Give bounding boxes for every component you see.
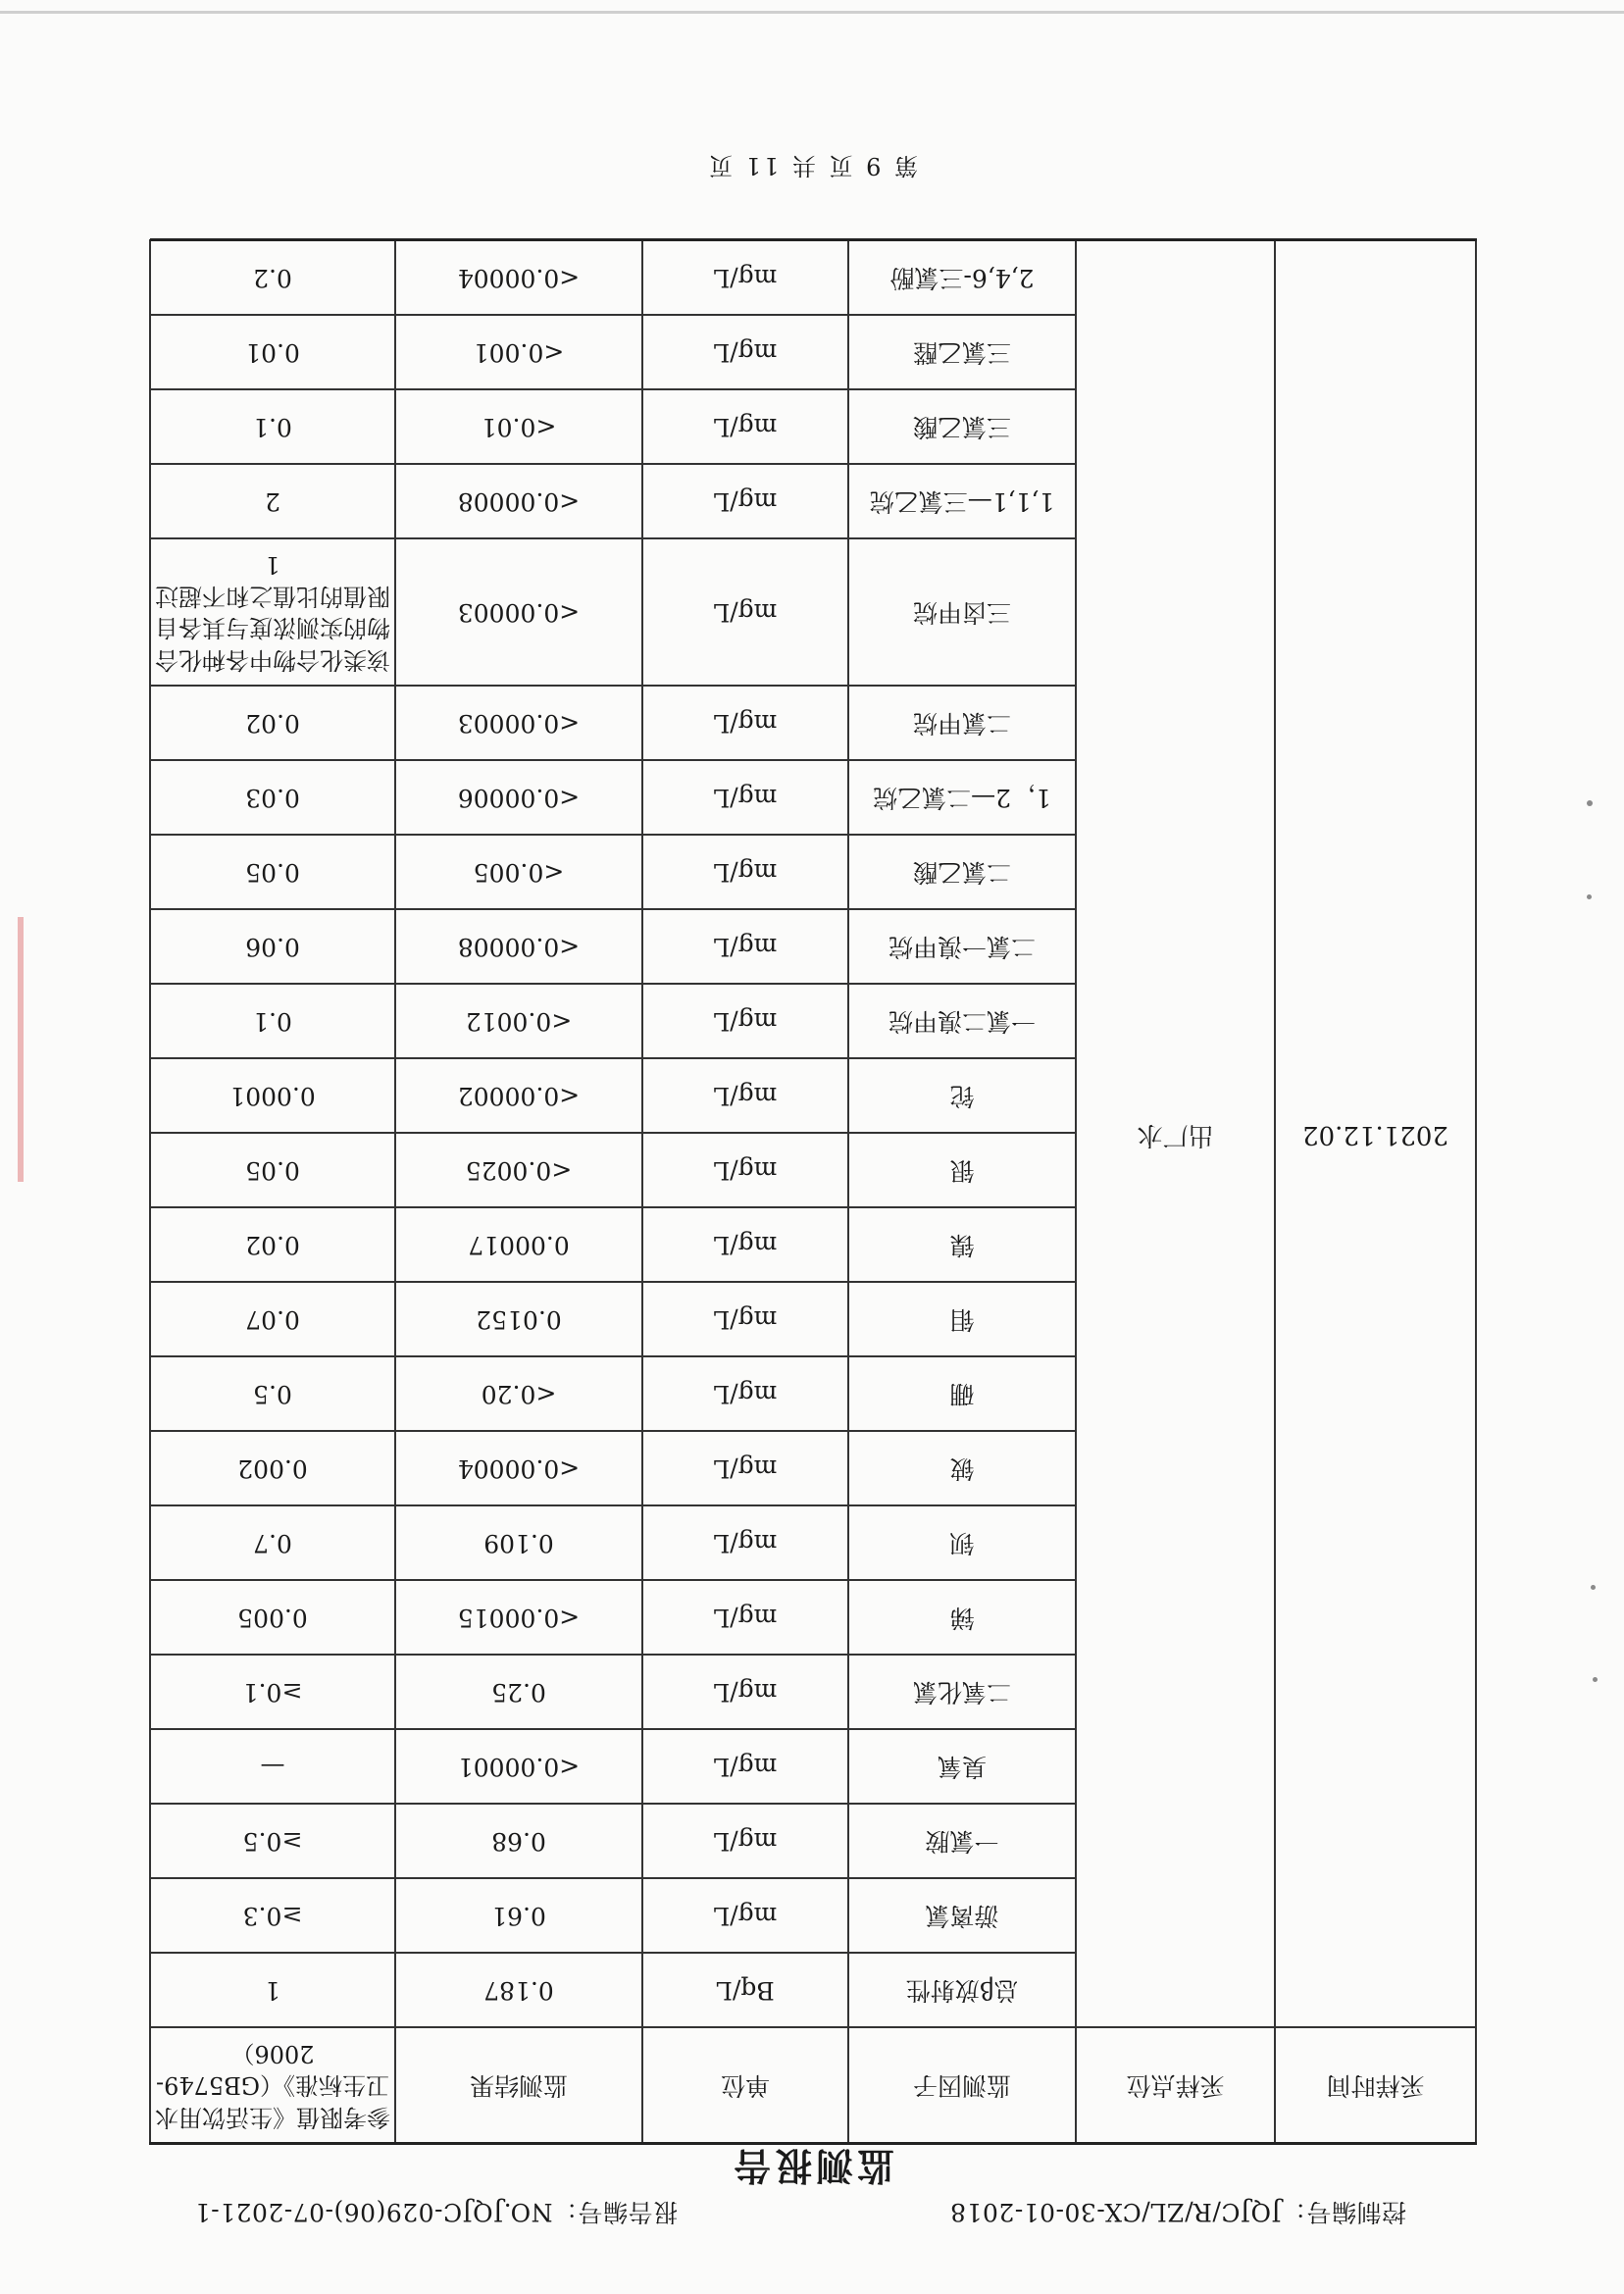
factor-cell: 二氧化氯 bbox=[848, 1655, 1076, 1729]
unit-cell: mg/L bbox=[642, 315, 848, 389]
result-cell: <0.001 bbox=[395, 315, 642, 389]
scan-speck bbox=[1587, 894, 1592, 899]
control-number: 控制编号：JQJC/R/ZL/CX-30-01-2018 bbox=[949, 2198, 1406, 2226]
report-title: 监测报告 bbox=[730, 2144, 895, 2188]
unit-cell: mg/L bbox=[642, 1431, 848, 1505]
limit-cell: 2 bbox=[150, 464, 395, 538]
unit-cell: mg/L bbox=[642, 984, 848, 1058]
factor-cell: 二氯乙酸 bbox=[848, 835, 1076, 909]
factor-cell: 铍 bbox=[848, 1431, 1076, 1505]
result-cell: 0.187 bbox=[395, 1953, 642, 2027]
unit-cell: mg/L bbox=[642, 1729, 848, 1804]
factor-cell: 一氯二溴甲烷 bbox=[848, 984, 1076, 1058]
unit-cell: mg/L bbox=[642, 1058, 848, 1133]
limit-cell: 0.2 bbox=[150, 240, 395, 315]
unit-cell: mg/L bbox=[642, 389, 848, 464]
factor-cell: 三氯乙酸 bbox=[848, 389, 1076, 464]
factor-cell: 铊 bbox=[848, 1058, 1076, 1133]
limit-cell: — bbox=[150, 1729, 395, 1804]
unit-cell: mg/L bbox=[642, 1356, 848, 1431]
result-cell: <0.00003 bbox=[395, 538, 642, 686]
limit-cell: 0.03 bbox=[150, 760, 395, 835]
unit-cell: mg/L bbox=[642, 760, 848, 835]
header-result: 监测结果 bbox=[395, 2027, 642, 2144]
factor-cell: 1，2—二氯乙烷 bbox=[848, 760, 1076, 835]
limit-cell: 1 bbox=[150, 1953, 395, 2027]
limit-cell: 0.1 bbox=[150, 984, 395, 1058]
result-cell: <0.00008 bbox=[395, 464, 642, 538]
limit-cell: 0.05 bbox=[150, 1133, 395, 1207]
factor-cell: 二氯甲烷 bbox=[848, 686, 1076, 760]
limit-cell: ≥0.1 bbox=[150, 1655, 395, 1729]
unit-cell: mg/L bbox=[642, 686, 848, 760]
result-cell: 0.0152 bbox=[395, 1282, 642, 1356]
red-stamp-edge bbox=[18, 917, 24, 1182]
scan-speck bbox=[1587, 800, 1593, 806]
result-cell: <0.00006 bbox=[395, 760, 642, 835]
factor-cell: 硼 bbox=[848, 1356, 1076, 1431]
result-cell: 0.109 bbox=[395, 1505, 642, 1580]
limit-cell: 0.7 bbox=[150, 1505, 395, 1580]
monitoring-table bbox=[149, 239, 1477, 2146]
limit-cell: 0.1 bbox=[150, 389, 395, 464]
report-number: 报告编号：NO.JQJC-029(06)-07-2021-1 bbox=[194, 2198, 678, 2226]
limit-cell: ≥0.3 bbox=[150, 1878, 395, 1953]
factor-cell: 臭氧 bbox=[848, 1729, 1076, 1804]
factor-cell: 钼 bbox=[848, 1282, 1076, 1356]
factor-cell: 三氯乙醛 bbox=[848, 315, 1076, 389]
sample-time-cell: 2021.12.02 bbox=[1275, 240, 1476, 2027]
unit-cell: Bq/L bbox=[642, 1953, 848, 2027]
header-sample-time: 采样时间 bbox=[1275, 2027, 1476, 2144]
unit-cell: mg/L bbox=[642, 1655, 848, 1729]
result-cell: <0.20 bbox=[395, 1356, 642, 1431]
result-cell: <0.0025 bbox=[395, 1133, 642, 1207]
factor-cell: 镍 bbox=[848, 1207, 1076, 1282]
result-cell: <0.01 bbox=[395, 389, 642, 464]
unit-cell: mg/L bbox=[642, 835, 848, 909]
table-row bbox=[150, 1953, 1476, 2027]
factor-cell: 总β放射性 bbox=[848, 1953, 1076, 2027]
sample-site-cell: 出厂水 bbox=[1076, 240, 1275, 2027]
unit-cell: mg/L bbox=[642, 1133, 848, 1207]
header-factor: 监测因子 bbox=[848, 2027, 1076, 2144]
header-limit: 参考限值《生活饮用水卫生标准》（GB5749-2006） bbox=[150, 2027, 395, 2144]
unit-cell: mg/L bbox=[642, 1505, 848, 1580]
factor-cell: 1,1,1—三氯乙烷 bbox=[848, 464, 1076, 538]
unit-cell: mg/L bbox=[642, 1580, 848, 1655]
unit-cell: mg/L bbox=[642, 464, 848, 538]
unit-cell: mg/L bbox=[642, 1207, 848, 1282]
factor-cell: 银 bbox=[848, 1133, 1076, 1207]
limit-cell: 0.05 bbox=[150, 835, 395, 909]
result-cell: <0.00015 bbox=[395, 1580, 642, 1655]
factor-cell: 钡 bbox=[848, 1505, 1076, 1580]
result-cell: 0.25 bbox=[395, 1655, 642, 1729]
limit-cell: 0.06 bbox=[150, 909, 395, 984]
scan-speck bbox=[1593, 1677, 1598, 1682]
result-cell: <0.00002 bbox=[395, 1058, 642, 1133]
limit-cell: 0.0001 bbox=[150, 1058, 395, 1133]
unit-cell: mg/L bbox=[642, 909, 848, 984]
result-cell: <0.005 bbox=[395, 835, 642, 909]
scan-speck bbox=[1591, 1585, 1596, 1590]
result-cell: 0.61 bbox=[395, 1878, 642, 1953]
factor-cell: 一氯胺 bbox=[848, 1804, 1076, 1878]
result-cell: <0.00004 bbox=[395, 240, 642, 315]
unit-cell: mg/L bbox=[642, 240, 848, 315]
result-cell: <0.00004 bbox=[395, 1431, 642, 1505]
limit-cell: 0.02 bbox=[150, 686, 395, 760]
limit-cell: 0.002 bbox=[150, 1431, 395, 1505]
limit-cell: 0.5 bbox=[150, 1356, 395, 1431]
limit-cell: 0.02 bbox=[150, 1207, 395, 1282]
limit-cell: ≥0.5 bbox=[150, 1804, 395, 1878]
result-cell: <0.00001 bbox=[395, 1729, 642, 1804]
unit-cell: mg/L bbox=[642, 538, 848, 686]
limit-cell: 0.005 bbox=[150, 1580, 395, 1655]
header-unit: 单位 bbox=[642, 2027, 848, 2144]
unit-cell: mg/L bbox=[642, 1878, 848, 1953]
result-cell: 0.00017 bbox=[395, 1207, 642, 1282]
header-sample-site: 采样点位 bbox=[1076, 2027, 1275, 2144]
result-cell: <0.00008 bbox=[395, 909, 642, 984]
limit-cell: 0.07 bbox=[150, 1282, 395, 1356]
factor-cell: 二氯一溴甲烷 bbox=[848, 909, 1076, 984]
result-cell: <0.00003 bbox=[395, 686, 642, 760]
result-cell: 0.68 bbox=[395, 1804, 642, 1878]
unit-cell: mg/L bbox=[642, 1282, 848, 1356]
factor-cell: 三卤甲烷 bbox=[848, 538, 1076, 686]
limit-cell: 0.01 bbox=[150, 315, 395, 389]
page-footer: 第 9 页 共 11 页 bbox=[706, 152, 918, 179]
table-header-row bbox=[150, 2027, 1476, 2144]
unit-cell: mg/L bbox=[642, 1804, 848, 1878]
factor-cell: 2,4,6-三氯酚 bbox=[848, 240, 1076, 315]
limit-cell: 该类化合物中各种化合物的实测浓度与其各自限值的比值之和不超过1 bbox=[150, 538, 395, 686]
factor-cell: 锑 bbox=[848, 1580, 1076, 1655]
scan-edge-line bbox=[0, 11, 1624, 14]
result-cell: <0.0012 bbox=[395, 984, 642, 1058]
factor-cell: 游离氯 bbox=[848, 1878, 1076, 1953]
